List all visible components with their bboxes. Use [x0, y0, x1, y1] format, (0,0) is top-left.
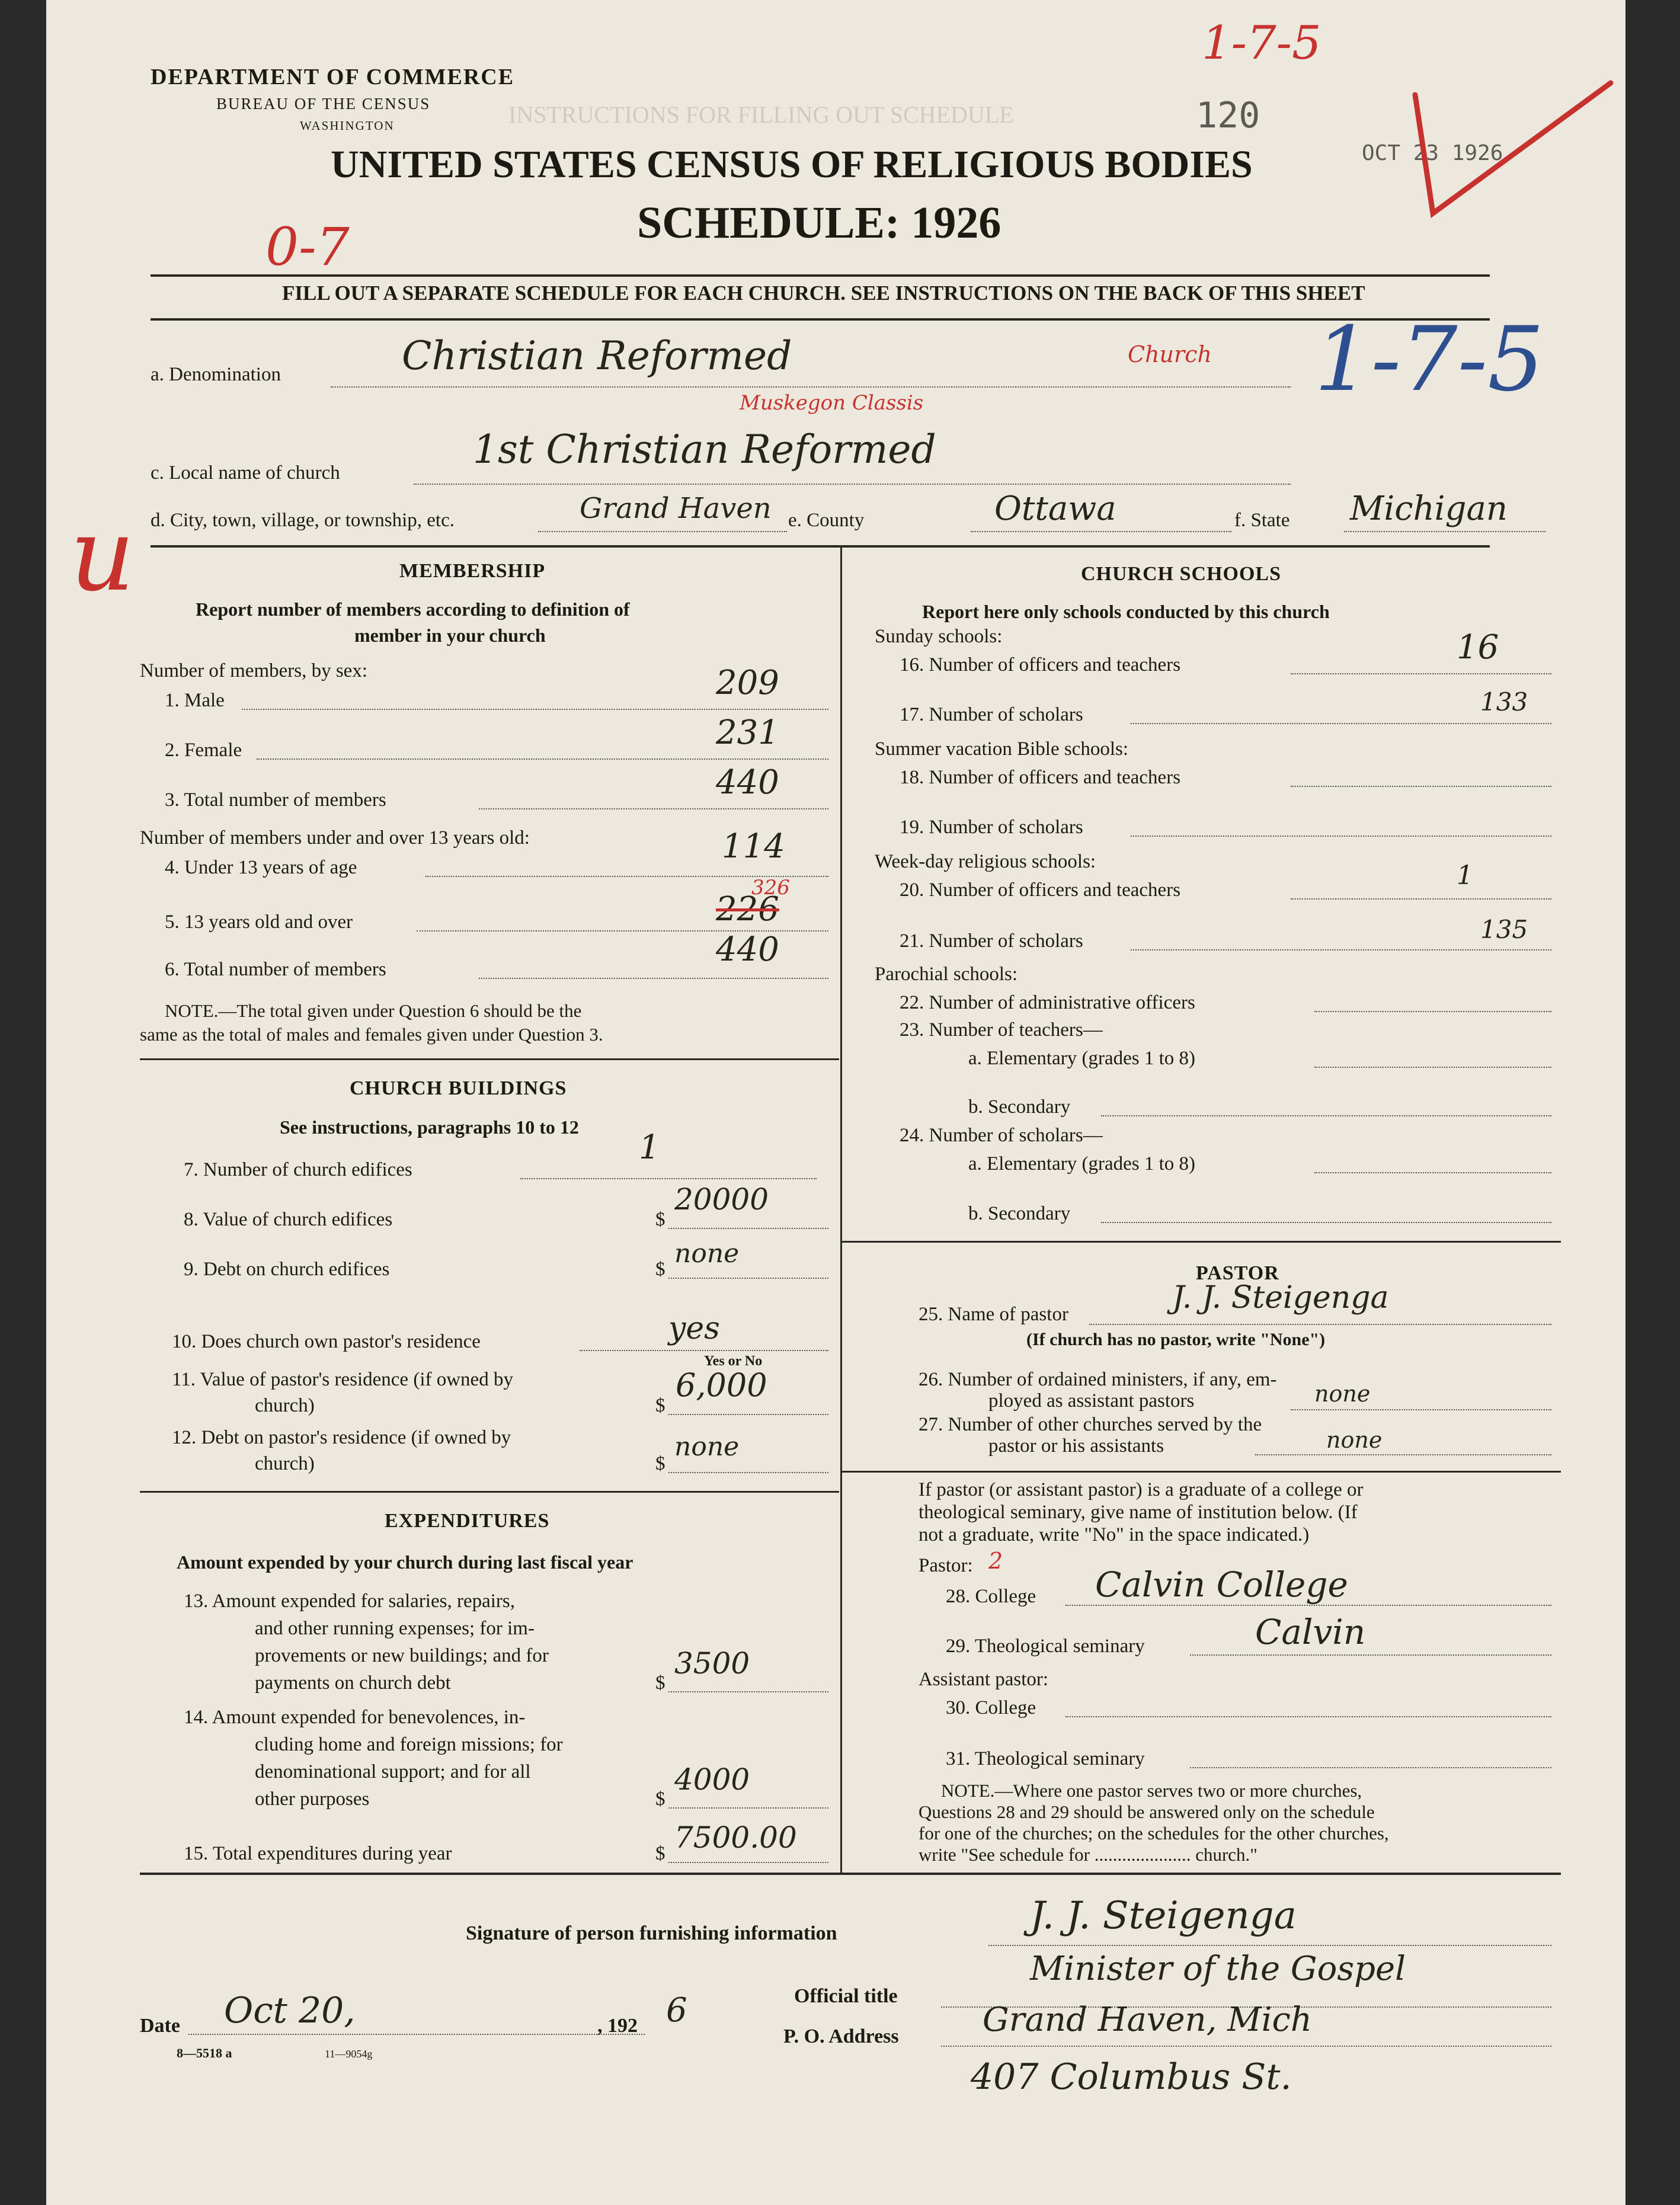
q12-value[interactable]: none — [674, 1432, 740, 1462]
q23a-label: a. Elementary (grades 1 to 8) — [968, 1048, 1196, 1069]
county-label: e. County — [788, 510, 865, 531]
q27-line — [1255, 1454, 1551, 1455]
top-handwritten-code: 1-7-5 — [1202, 17, 1321, 70]
q29-value[interactable]: Calvin — [1255, 1612, 1366, 1652]
pastor-note-3: for one of the churches; on the schedules for the other churches, — [919, 1823, 1389, 1844]
q29-line — [1190, 1654, 1551, 1656]
bureau-city: WASHINGTON — [300, 119, 395, 133]
buildings-rule — [140, 1491, 839, 1493]
address-label: P. O. Address — [783, 2025, 899, 2047]
q12-label-a: 12. Debt on pastor's residence (if owned by — [172, 1427, 511, 1448]
print-number: 11—9054g — [325, 2048, 373, 2060]
instructions-banner: FILL OUT A SEPARATE SCHEDULE FOR EACH CHURCH. SEE INSTRUCTIONS ON THE BACK OF THIS SHEET — [282, 281, 1365, 305]
local-name-line — [414, 484, 1291, 485]
received-stamp-number: 120 — [1196, 95, 1260, 136]
membership-heading: MEMBERSHIP — [399, 560, 546, 582]
schools-rule — [841, 1241, 1561, 1243]
q8-value[interactable]: 20000 — [674, 1182, 769, 1217]
official-title-label: Official title — [794, 1985, 898, 2007]
q24a-line — [1314, 1172, 1551, 1173]
q6-line — [479, 978, 828, 979]
header-rule-top — [151, 274, 1490, 277]
address-line — [941, 2046, 1551, 2047]
q22-line — [1314, 1011, 1551, 1012]
membership-note-2: same as the total of males and females given under Question 3. — [140, 1024, 603, 1045]
q23b-line — [1101, 1115, 1551, 1116]
q25-hint: (If church has no pastor, write "None") — [1026, 1330, 1326, 1349]
q11-label-b: church) — [255, 1395, 315, 1416]
q28-label: 28. College — [946, 1586, 1036, 1607]
state-line — [1344, 531, 1545, 532]
q13-value[interactable]: 3500 — [674, 1646, 750, 1681]
city-label: d. City, town, village, or township, etc. — [151, 510, 455, 531]
membership-intro-1: Report number of members according to definition of — [196, 599, 630, 620]
column-divider — [840, 545, 842, 1873]
q24-label: 24. Number of scholars— — [900, 1125, 1103, 1146]
q26-label-b: ployed as assistant pastors — [988, 1390, 1195, 1412]
schedule-title: SCHEDULE: 1926 — [637, 198, 1001, 248]
denomination-line — [331, 386, 1291, 388]
form-title: UNITED STATES CENSUS OF RELIGIOUS BODIES — [331, 143, 1253, 186]
age-breakdown-label: Number of members under and over 13 years old: — [140, 827, 530, 849]
signature-line — [988, 1945, 1551, 1946]
q12-label-b: church) — [255, 1453, 315, 1474]
schools-heading: CHURCH SCHOOLS — [1081, 563, 1281, 585]
parochial-schools-label: Parochial schools: — [875, 964, 1018, 985]
q11-dollar: $ — [655, 1395, 665, 1416]
q31-line — [1190, 1767, 1551, 1768]
q31-label: 31. Theological seminary — [946, 1748, 1145, 1769]
denomination-value[interactable]: Christian Reformed — [402, 333, 792, 379]
q2-line — [257, 759, 828, 760]
q4-label: 4. Under 13 years of age — [165, 857, 357, 878]
q1-value[interactable]: 209 — [716, 664, 779, 702]
q23b-label: b. Secondary — [968, 1096, 1071, 1118]
q18-label: 18. Number of officers and teachers — [900, 767, 1181, 788]
date-label: Date — [140, 2015, 180, 2037]
q25-label: 25. Name of pastor — [919, 1304, 1068, 1325]
q11-line — [668, 1414, 828, 1415]
classis-annotation: Muskegon Classis — [740, 391, 924, 415]
q18-line — [1291, 786, 1551, 787]
signature-label: Signature of person furnishing information — [466, 1922, 837, 1944]
header-rule-bottom — [151, 318, 1490, 321]
q12-line — [668, 1472, 828, 1473]
pastor-heading: PASTOR — [1196, 1262, 1279, 1284]
address-value[interactable]: Grand Haven, Mich — [983, 2001, 1312, 2039]
q14-label-3: denominational support; and for all — [255, 1761, 531, 1782]
red-handwritten-code: 0-7 — [265, 216, 350, 277]
q25-value[interactable]: J. J. Steigenga — [1172, 1280, 1389, 1316]
q4-value[interactable]: 114 — [722, 827, 785, 866]
q9-line — [668, 1278, 828, 1279]
q11-label-a: 11. Value of pastor's residence (if owned by — [172, 1369, 513, 1390]
q10-hint: Yes or No — [704, 1353, 763, 1369]
q24a-label: a. Elementary (grades 1 to 8) — [968, 1153, 1196, 1174]
q9-label: 9. Debt on church edifices — [184, 1259, 390, 1280]
expenditures-subheading: Amount expended by your church during last fiscal year — [177, 1551, 633, 1573]
q2-label: 2. Female — [165, 740, 242, 761]
pastor-label: Pastor: — [919, 1555, 973, 1576]
pastor-note-4: write "See schedule for ..................... church." — [919, 1844, 1257, 1865]
q17-value[interactable]: 133 — [1480, 687, 1528, 716]
q5-value[interactable]: 226 — [716, 890, 779, 929]
graduate-note-1: If pastor (or assistant pastor) is a graduate of a college or — [919, 1479, 1364, 1500]
q21-label: 21. Number of scholars — [900, 930, 1083, 952]
footer-rule — [140, 1873, 1561, 1875]
received-stamp-date: OCT 23 1926 — [1362, 141, 1503, 165]
city-value[interactable]: Grand Haven — [580, 492, 772, 525]
q12-dollar: $ — [655, 1453, 665, 1474]
q10-value[interactable]: yes — [668, 1311, 720, 1346]
q13-label-3: provements or new buildings; and for — [255, 1645, 549, 1666]
weekday-schools-label: Week-day religious schools: — [875, 851, 1096, 872]
q3-label: 3. Total number of members — [165, 789, 386, 811]
q20-line — [1291, 898, 1551, 900]
local-name-label: c. Local name of church — [151, 462, 340, 484]
q7-value[interactable]: 1 — [639, 1128, 660, 1167]
q14-label-4: other purposes — [255, 1788, 370, 1810]
q8-label: 8. Value of church edifices — [184, 1209, 393, 1230]
form-number: 8—5518 a — [177, 2046, 232, 2060]
buildings-heading: CHURCH BUILDINGS — [350, 1077, 567, 1099]
membership-intro-2: member in your church — [354, 625, 546, 646]
q23-label: 23. Number of teachers— — [900, 1019, 1103, 1041]
official-title-value[interactable]: Minister of the Gospel — [1030, 1950, 1406, 1988]
q28-value[interactable]: Calvin College — [1095, 1564, 1348, 1605]
summer-schools-label: Summer vacation Bible schools: — [875, 738, 1129, 760]
q19-line — [1131, 836, 1551, 837]
assistant-pastor-label: Assistant pastor: — [919, 1669, 1049, 1690]
q8-line — [668, 1228, 828, 1229]
q13-label-1: 13. Amount expended for salaries, repairs, — [184, 1590, 516, 1612]
year-value[interactable]: 6 — [666, 1991, 687, 2030]
q1-label: 1. Male — [165, 690, 225, 711]
graduate-note-3: not a graduate, write "No" in the space indicated.) — [919, 1524, 1310, 1545]
year-prefix: , 192 — [597, 2015, 638, 2037]
section-rule — [151, 545, 1490, 548]
q9-dollar: $ — [655, 1259, 665, 1280]
q16-label: 16. Number of officers and teachers — [900, 654, 1181, 676]
q14-value[interactable]: 4000 — [674, 1762, 750, 1797]
q15-dollar: $ — [655, 1843, 665, 1864]
expenditures-heading: EXPENDITURES — [385, 1510, 550, 1532]
church-annotation: Church — [1128, 341, 1212, 367]
q30-label: 30. College — [946, 1697, 1036, 1718]
q13-label-2: and other running expenses; for im- — [255, 1618, 535, 1639]
date-value[interactable]: Oct 20, — [224, 1990, 356, 2031]
county-value[interactable]: Ottawa — [994, 489, 1116, 528]
bureau-name: BUREAU OF THE CENSUS — [216, 95, 431, 113]
q16-line — [1291, 673, 1551, 674]
q27-label-a: 27. Number of other churches served by the — [919, 1414, 1262, 1435]
q13-dollar: $ — [655, 1672, 665, 1694]
q3-value[interactable]: 440 — [716, 763, 779, 802]
q30-line — [1065, 1716, 1551, 1717]
q5-correction: 326 — [751, 876, 790, 900]
q22-label: 22. Number of administrative officers — [900, 992, 1195, 1013]
date-line — [188, 2034, 645, 2035]
sunday-schools-label: Sunday schools: — [875, 626, 1003, 647]
state-value[interactable]: Michigan — [1350, 489, 1508, 528]
q7-label: 7. Number of church edifices — [184, 1159, 412, 1180]
schools-subheading: Report here only schools conducted by this church — [922, 601, 1330, 622]
q20-label: 20. Number of officers and teachers — [900, 879, 1181, 901]
street-value[interactable]: 407 Columbus St. — [971, 2056, 1292, 2098]
q9-value[interactable]: none — [674, 1238, 740, 1269]
q21-line — [1131, 949, 1551, 951]
q24b-label: b. Secondary — [968, 1203, 1071, 1224]
q5-label: 5. 13 years old and over — [165, 911, 353, 933]
signature-value[interactable]: J. J. Steigenga — [1030, 1894, 1297, 1938]
q15-value[interactable]: 7500.00 — [674, 1820, 797, 1855]
q25-line — [1089, 1324, 1551, 1325]
q15-line — [668, 1862, 828, 1863]
q1-line — [242, 709, 828, 710]
by-sex-label: Number of members, by sex: — [140, 660, 367, 681]
q14-line — [668, 1807, 828, 1809]
q17-label: 17. Number of scholars — [900, 704, 1083, 725]
q14-label-2: cluding home and foreign missions; for — [255, 1734, 563, 1755]
pastor-note-1: NOTE.—Where one pastor serves two or more churches, — [941, 1780, 1362, 1801]
q14-label-1: 14. Amount expended for benevolences, in- — [184, 1707, 526, 1728]
q13-label-4: payments on church debt — [255, 1672, 451, 1694]
q26-line — [1291, 1409, 1551, 1410]
membership-note-1: NOTE.—The total given under Question 6 should be the — [165, 1000, 582, 1021]
q28-line — [1065, 1605, 1551, 1606]
q10-line — [580, 1350, 828, 1351]
county-line — [971, 531, 1231, 532]
q29-label: 29. Theological seminary — [946, 1636, 1145, 1657]
local-name-value[interactable]: 1st Christian Reformed — [473, 427, 936, 472]
department-name: DEPARTMENT OF COMMERCE — [151, 65, 515, 89]
q2-value[interactable]: 231 — [716, 713, 779, 752]
margin-red-mark: u — [70, 497, 135, 614]
q6-label: 6. Total number of members — [165, 959, 386, 980]
pastor-rule — [841, 1471, 1561, 1473]
q26-value[interactable]: none — [1314, 1381, 1371, 1407]
q24b-line — [1101, 1222, 1551, 1223]
blue-handwritten-code: 1-7-5 — [1314, 308, 1544, 411]
q16-value[interactable]: 16 — [1457, 628, 1499, 667]
city-line — [538, 531, 787, 532]
denomination-label: a. Denomination — [151, 364, 281, 385]
q6-value[interactable]: 440 — [716, 930, 779, 969]
q23a-line — [1314, 1067, 1551, 1068]
pastor-note-2: Questions 28 and 29 should be answered only on the schedule — [919, 1801, 1375, 1822]
q17-line — [1131, 723, 1551, 724]
q15-label: 15. Total expenditures during year — [184, 1843, 452, 1864]
q27-value[interactable]: none — [1326, 1427, 1383, 1453]
buildings-subheading: See instructions, paragraphs 10 to 12 — [280, 1116, 579, 1138]
q11-value[interactable]: 6,000 — [676, 1366, 767, 1404]
q14-dollar: $ — [655, 1788, 665, 1810]
membership-rule — [140, 1058, 839, 1060]
bleed-through-heading: INSTRUCTIONS FOR FILLING OUT SCHEDULE — [508, 101, 1014, 128]
red-check-mark — [1409, 71, 1623, 243]
q21-value[interactable]: 135 — [1480, 915, 1528, 944]
q8-dollar: $ — [655, 1209, 665, 1230]
pastor-red-mark: 2 — [988, 1548, 1003, 1574]
q7-line — [520, 1178, 817, 1179]
state-label: f. State — [1234, 510, 1290, 531]
q19-label: 19. Number of scholars — [900, 817, 1083, 838]
census-form-sheet — [46, 0, 1625, 2205]
q10-label: 10. Does church own pastor's residence — [172, 1331, 481, 1352]
q13-line — [668, 1691, 828, 1692]
q3-line — [479, 808, 828, 809]
q26-label-a: 26. Number of ordained ministers, if any, em- — [919, 1369, 1277, 1390]
q20-value[interactable]: 1 — [1457, 860, 1473, 891]
graduate-note-2: theological seminary, give name of institution below. (If — [919, 1502, 1358, 1523]
q27-label-b: pastor or his assistants — [988, 1435, 1164, 1457]
